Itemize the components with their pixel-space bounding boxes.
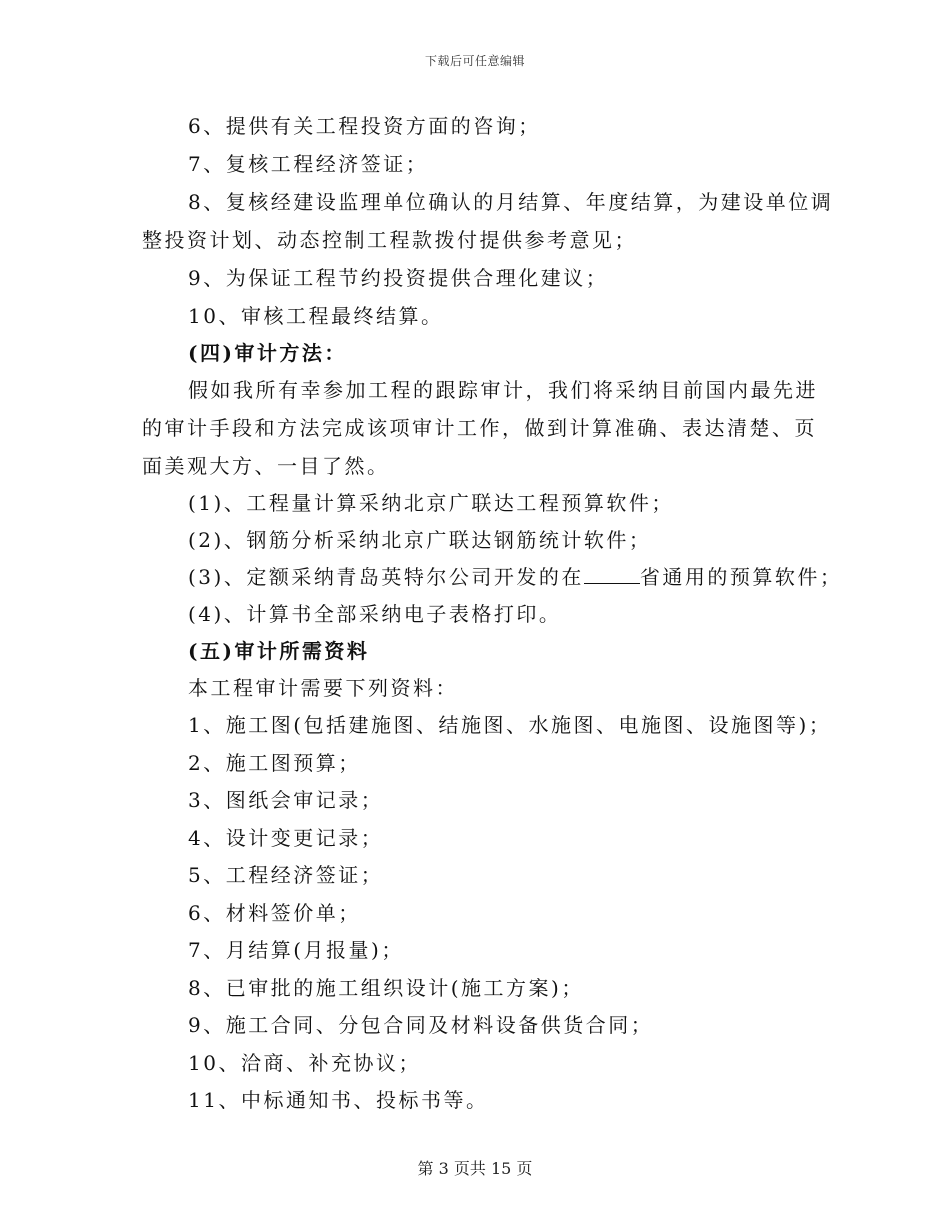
- list-item: (4)、计算书全部采纳电子表格打印。: [188, 602, 562, 626]
- section-heading-audit-method: (四)审计方法：: [188, 341, 347, 365]
- list-item: 5、工程经济签证；: [188, 863, 384, 887]
- list-item: (2)、钢筋分析采纳北京广联达钢筋统计软件；: [188, 528, 652, 552]
- list-item: 10、审核工程最终结算。: [188, 304, 444, 328]
- list-item: 9、为保证工程节约投资提供合理化建议；: [188, 266, 609, 290]
- list-item: 4、设计变更记录；: [188, 826, 384, 850]
- page-header: 下载后可任意编辑: [424, 54, 525, 68]
- list-item: 1、施工图(包括建施图、结施图、水施图、电施图、设施图等)；: [188, 713, 832, 737]
- list-item: 8、已审批的施工组织设计(施工方案)；: [188, 976, 584, 1000]
- list-item-text: 省通用的预算软件；: [639, 565, 843, 589]
- paragraph-line: 的审计手段和方法完成该项审计工作，做到计算准确、表达清楚、页: [142, 416, 817, 440]
- list-item: 7、月结算(月报量)；: [188, 938, 404, 962]
- list-item: (1)、工程量计算采纳北京广联达工程预算软件；: [188, 491, 674, 515]
- list-item: 2、施工图预算；: [188, 751, 361, 775]
- list-item: 10、洽商、补充协议；: [188, 1051, 421, 1075]
- list-item: 8、复核经建设监理单位确认的月结算、年度结算，为建设单位调: [188, 190, 834, 214]
- list-item: 6、提供有关工程投资方面的咨询；: [188, 114, 541, 138]
- paragraph-line: 面美观大方、一目了然。: [142, 454, 390, 478]
- list-item: 3、图纸会审记录；: [188, 788, 384, 812]
- list-item-continuation: 整投资计划、动态控制工程款拨付提供参考意见；: [142, 228, 637, 252]
- list-item: 9、施工合同、分包合同及材料设备供货合同；: [188, 1013, 654, 1037]
- paragraph-line: 本工程审计需要下列资料：: [188, 676, 458, 700]
- list-item-text: (3)、定额采纳青岛英特尔公司开发的在: [188, 565, 584, 589]
- paragraph-line: 假如我所有幸参加工程的跟踪审计，我们将采纳目前国内最先进: [188, 378, 818, 402]
- list-item: [188, 559, 842, 595]
- list-item: 6、材料签价单；: [188, 901, 361, 925]
- list-item: 11、中标通知书、投标书等。: [188, 1088, 489, 1112]
- section-heading-materials: (五)审计所需资料: [188, 639, 370, 663]
- fill-in-blank: [584, 563, 640, 584]
- list-item: 7、复核工程经济签证；: [188, 152, 429, 176]
- page-number: 第 3 页共 15 页: [417, 1159, 533, 1178]
